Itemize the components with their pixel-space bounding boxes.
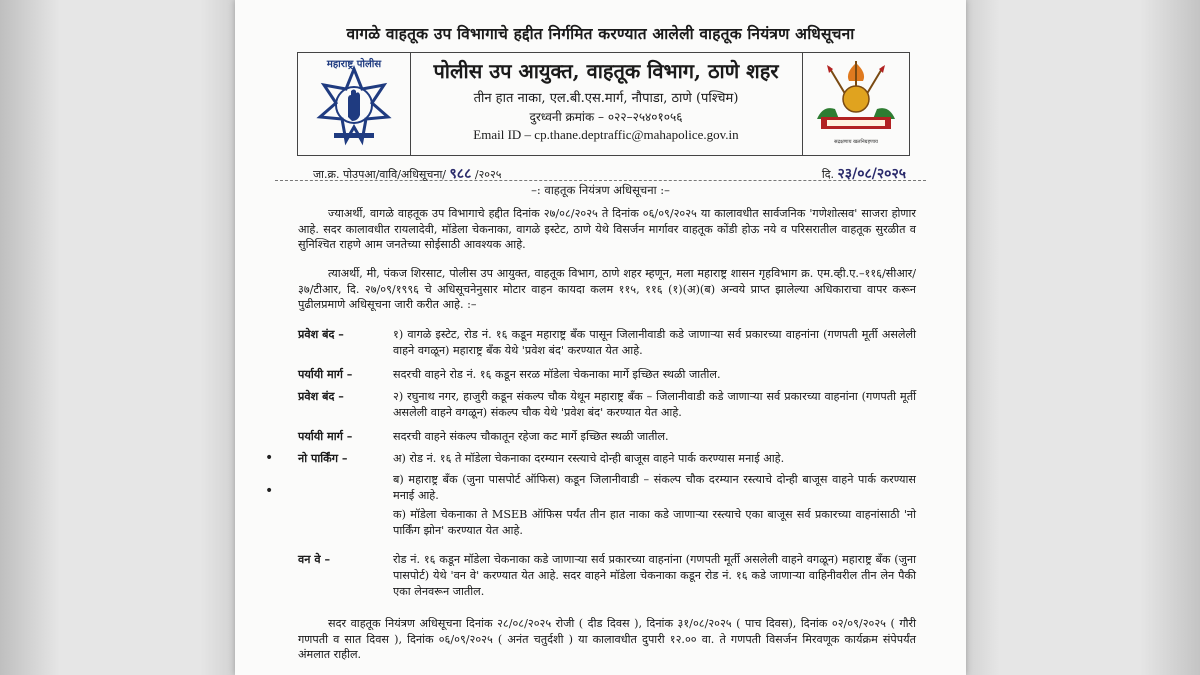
rule-label-no-parking: नो पार्किंग – bbox=[298, 451, 348, 465]
rule-label-entry-closed-1: प्रवेश बंद – bbox=[298, 327, 344, 341]
rule-label-alternate-route-2: पर्यायी मार्ग – bbox=[298, 429, 353, 443]
reference-line bbox=[275, 162, 926, 181]
reference-year: /२०२५ bbox=[474, 168, 502, 181]
rule-text-alternate-route-2: सदरची वाहने संकल्प चौकातून रहेजा कट मार्गे इच्छित स्थळी जातील. bbox=[393, 430, 669, 443]
letterhead bbox=[297, 52, 910, 156]
office-title: पोलीस उप आयुक्त, वाहतूक विभाग, ठाणे शहर bbox=[433, 59, 779, 83]
rule-text-alternate-route-1: सदरची वाहने रोड नं. १६ कडून सरळ मॉडेला चेकनाका मार्गे इच्छित स्थळी जातील. bbox=[393, 368, 721, 381]
reference-handwritten-number: ९८८ bbox=[449, 166, 472, 182]
margin-mark: • bbox=[265, 483, 274, 499]
notification-subheading: –: वाहतूक नियंत्रण अधिसूचना :– bbox=[531, 183, 670, 197]
reference-number bbox=[313, 164, 501, 183]
rule-text-one-way: रोड नं. १६ कडून मॉडेला चेकनाका कडे जाणाऱ्या सर्व प्रकारच्या वाहनांना (गणपती मूर्ती असलेली वाहने वगळून) महाराष्ट्र बँक (जुना पासपोर्ट) येथे 'वन वे' करण्यात येत आहे. सदर वाहने मॉडेला चेकनाका कडून रोड नं. १६ कडे जाणाऱ्या वाहिनीवरील तीन लेन पैकी एका लेनवरून जातील. bbox=[393, 553, 916, 598]
rule-label-entry-closed-2: प्रवेश बंद – bbox=[298, 389, 344, 403]
rule-text-entry-closed-2: २) रघुनाथ नगर, हाजुरी कडून संकल्प चौक येथून महाराष्ट्र बँक – जिलानीवाडी कडे जाणाऱ्या सर्व प्रकारच्या वाहनांना (गणपती मूर्ती असलेली वाहने वगळून) संकल्प चौक येथे 'प्रवेश बंद' करण्यात येत आहे. bbox=[393, 390, 916, 419]
office-phone: दुरध्वनी क्रमांक – ०२२–२५४०१०५६ bbox=[529, 110, 683, 124]
date-handwritten-value: २३/०८/२०२५ bbox=[837, 166, 906, 182]
rule-label-alternate-route-1: पर्यायी मार्ग – bbox=[298, 367, 353, 381]
emblem-box bbox=[298, 53, 411, 155]
notification-document bbox=[235, 0, 966, 675]
reference-prefix: जा.क्र. पोउपआ/वावि/अधिसूचना/ bbox=[313, 168, 447, 181]
rule-text-no-parking-c: क) मॉडेला चेकनाका ते MSEB ऑफिस पर्यंत तीन हात नाका कडे जाणाऱ्या रस्त्याचे एका बाजूस सर्व प्रकारच्या वाहनांसाठी 'नो पार्किंग झोन' करण्यात येत आहे. bbox=[393, 508, 916, 537]
seal-motto: सद्रक्षणाय खलनिग्रहणाय bbox=[834, 139, 878, 145]
paragraph-therefore: त्याअर्थी, मी, पंकज शिरसाट, पोलीस उप आयुक्त, वाहतूक विभाग, ठाणे शहर म्हणून, मला महाराष्ट्र शासन गृहविभाग क्र. एम.व्ही.ए.–११६/सीआर/३७/टीआर, दि. २७/०९/१९९६ चे अधिसूचनेनुसार मोटार वाहन कायदा कलम ११५, ११६ (१)(अ)(ब) अन्वये प्राप्त झालेल्या अधिकाराचा वापर करून पुढीलप्रमाणे अधिसूचना जारी करीत आहे. :– bbox=[298, 267, 916, 311]
rule-label-one-way: वन वे – bbox=[298, 552, 331, 566]
seal-box bbox=[802, 53, 909, 155]
paragraph-whereas: ज्याअर्थी, वागळे वाहतूक उप विभागाचे हद्दीत दिनांक २७/०८/२०२५ ते दिनांक ०६/०९/२०२५ या कालावधीत सार्वजनिक 'गणेशोत्सव' साजरा होणार आहे. सदर कालावधीत रायलादेवी, मॉडेला चेकनाका, वागळे इस्टेट, ठाणे येथे विसर्जन मार्गावर वाहतूक कोंडी होऊ नये व परिसरातील वाहतूक सुरळीत व सुनिश्चित राहणे आम जनतेच्या सोईसाठी आवश्यक आहे. bbox=[298, 207, 916, 251]
rule-text-no-parking-b: ब) महाराष्ट्र बँक (जुना पासपोर्ट ऑफिस) कडून जिलानीवाडी – संकल्प चौक दरम्यान रस्त्याचे दोन्ही बाजूस वाहने पार्क करण्यास मनाई आहे. bbox=[393, 473, 916, 502]
reference-date bbox=[822, 164, 906, 183]
maharashtra-police-crest-icon bbox=[807, 57, 905, 139]
emblem-label: महाराष्ट्र पोलीस bbox=[326, 59, 382, 70]
office-email: Email ID – cp.thane.deptraffic@mahapolice.gov.in bbox=[473, 127, 739, 142]
office-details bbox=[416, 57, 796, 143]
document-top-title: वागळे वाहतूक उप विभागाचे हद्दीत निर्गमित करण्यात आलेली वाहतूक नियंत्रण अधिसूचना bbox=[346, 24, 855, 43]
date-prefix: दि. bbox=[821, 168, 835, 181]
paragraph-validity: सदर वाहतूक नियंत्रण अधिसूचना दिनांक २८/०८/२०२५ रोजी ( दीड दिवस ), दिनांक ३१/०८/२०२५ ( पाच दिवस), दिनांक ०२/०९/२०२५ ( गौरी गणपती व सात दिवस ), दिनांक ०६/०९/२०२५ ( अनंत चतुर्दशी ) या कालावधीत दुपारी १२.०० वा. ते गणपती विसर्जन मिरवणूक कार्यक्रम संपेपर्यंत अंमलात राहील. bbox=[298, 617, 916, 661]
rule-text-no-parking-a: अ) रोड नं. १६ ते मॉडेला चेकनाका दरम्यान रस्त्याचे दोन्ही बाजूस वाहने पार्क करण्यास मनाई आहे. bbox=[393, 452, 785, 465]
office-address: तीन हात नाका, एल.बी.एस.मार्ग, नौपाडा, ठाणे (पश्चिम) bbox=[473, 91, 739, 106]
rule-text-entry-closed-1: १) वागळे इस्टेट, रोड नं. १६ कडून महाराष्ट्र बँक पासून जिलानीवाडी कडे जाणाऱ्या सर्व प्रकारच्या वाहनांना (गणपती मूर्ती असलेली वाहने वगळून) महाराष्ट्र बँक येथे 'प्रवेश बंद' करण्यात येत आहे. bbox=[393, 328, 916, 357]
margin-mark: • bbox=[265, 450, 274, 466]
